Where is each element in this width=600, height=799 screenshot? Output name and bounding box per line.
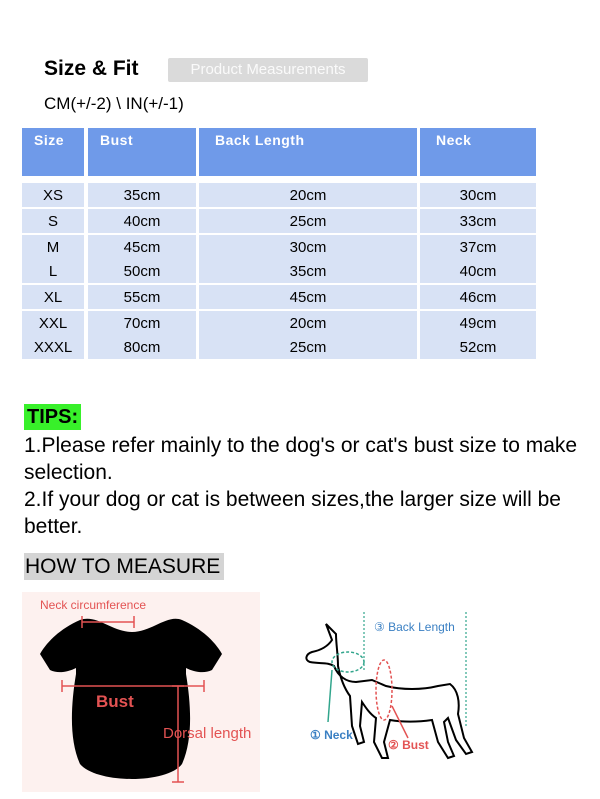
table-row xyxy=(22,183,536,207)
back-length-cell: 25cm xyxy=(199,209,417,233)
units-note: CM(+/-2) \ IN(+/-1) xyxy=(44,94,184,113)
bust-cell: 70cm xyxy=(88,311,196,335)
back-length-cell: 35cm xyxy=(199,259,417,283)
bust-cell: 80cm xyxy=(88,335,196,359)
neck-cell: 49cm xyxy=(420,311,536,335)
dog-bust-label: ② Bust xyxy=(388,738,429,752)
back-length-label: ③ Back Length xyxy=(374,620,455,634)
page-title: Size & Fit xyxy=(44,57,139,80)
back-length-cell: 25cm xyxy=(199,335,417,359)
neck-cell: 40cm xyxy=(420,259,536,283)
table-row xyxy=(22,235,536,259)
dorsal-length-label: Dorsal length xyxy=(163,725,252,742)
table-row xyxy=(22,259,536,283)
garment-measure-diagram xyxy=(22,592,260,792)
column-header-neck: Neck xyxy=(420,128,536,176)
bust-cell: 55cm xyxy=(88,285,196,309)
bust-cell: 45cm xyxy=(88,235,196,259)
dog-measure-diagram xyxy=(298,610,494,776)
table-row xyxy=(22,335,536,359)
size-cell: S xyxy=(22,209,84,233)
bust-cell: 50cm xyxy=(88,259,196,283)
tip-item: 2.If your dog or cat is between sizes,the larger size will be better. xyxy=(24,488,561,538)
pet-shirt-icon xyxy=(22,592,260,792)
size-table-header xyxy=(22,128,536,176)
size-cell: L xyxy=(22,259,84,283)
back-length-cell: 30cm xyxy=(199,235,417,259)
product-measurements-badge: Product Measurements xyxy=(168,58,368,82)
bust-cell: 40cm xyxy=(88,209,196,233)
size-cell: XL xyxy=(22,285,84,309)
bust-label: Bust xyxy=(96,692,134,711)
neck-circumference-label: Neck circumference xyxy=(40,598,147,612)
neck-cell: 33cm xyxy=(420,209,536,233)
column-header-bust: Bust xyxy=(88,128,196,176)
table-row xyxy=(22,311,536,335)
neck-label: ① Neck xyxy=(310,728,353,742)
neck-cell: 37cm xyxy=(420,235,536,259)
size-cell: XXL xyxy=(22,311,84,335)
neck-cell: 52cm xyxy=(420,335,536,359)
how-to-measure-heading: HOW TO MEASURE xyxy=(24,553,224,580)
table-row xyxy=(22,209,536,233)
size-cell: XS xyxy=(22,183,84,207)
neck-cell: 30cm xyxy=(420,183,536,207)
back-length-cell: 20cm xyxy=(199,311,417,335)
size-cell: M xyxy=(22,235,84,259)
tip-item: 1.Please refer mainly to the dog's or cat's bust size to make selection. xyxy=(24,434,578,484)
neck-cell: 46cm xyxy=(420,285,536,309)
back-length-cell: 20cm xyxy=(199,183,417,207)
back-length-cell: 45cm xyxy=(199,285,417,309)
column-header-size: Size xyxy=(22,128,84,176)
tips-label: TIPS: xyxy=(24,404,81,430)
size-cell: XXXL xyxy=(22,335,84,359)
table-row xyxy=(22,285,536,309)
bust-cell: 35cm xyxy=(88,183,196,207)
column-header-back-length: Back Length xyxy=(199,128,417,176)
